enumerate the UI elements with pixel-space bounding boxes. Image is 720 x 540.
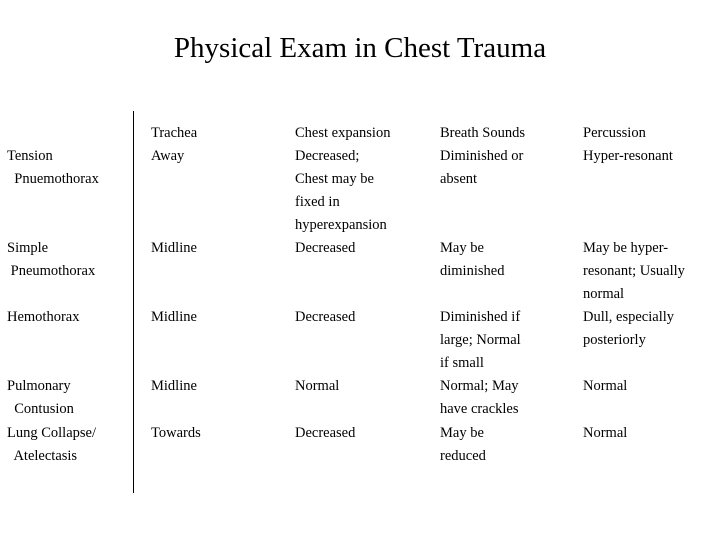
row-percussion: Hyper-resonant — [583, 148, 673, 164]
row-percussion: May be hyper- resonant; Usually normal — [583, 240, 685, 302]
row-trachea: Away — [151, 148, 185, 164]
row-chest-expansion: Decreased — [295, 309, 356, 325]
header-chest-expansion: Chest expansion — [295, 125, 391, 141]
row-condition: Lung Collapse/ Atelectasis — [7, 425, 97, 464]
row-condition: Tension Pnuemothorax — [7, 148, 99, 187]
row-chest-expansion: Normal — [295, 378, 340, 394]
row-percussion: Dull, especially posteriorly — [583, 309, 675, 348]
row-chest-expansion: Decreased — [295, 240, 356, 256]
page-title: Physical Exam in Chest Trauma — [173, 32, 547, 64]
row-trachea: Midline — [151, 309, 197, 325]
header-percussion: Percussion — [583, 125, 646, 141]
row-condition: Pulmonary Contusion — [7, 378, 74, 417]
row-percussion: Normal — [583, 378, 628, 394]
column-divider — [133, 111, 134, 493]
row-chest-expansion: Decreased; Chest may be fixed in hyperexpansion — [295, 148, 387, 233]
row-percussion: Normal — [583, 425, 628, 441]
row-condition: Hemothorax — [7, 309, 80, 325]
row-chest-expansion: Decreased — [295, 425, 356, 441]
row-breath-sounds: Normal; May have crackles — [440, 378, 519, 417]
row-breath-sounds: May be reduced — [440, 425, 486, 464]
header-trachea: Trachea — [151, 125, 198, 141]
row-trachea: Towards — [151, 425, 201, 441]
row-trachea: Midline — [151, 240, 197, 256]
row-breath-sounds: May be diminished — [440, 240, 505, 279]
row-breath-sounds: Diminished if large; Normal if small — [440, 309, 521, 371]
header-breath-sounds: Breath Sounds — [440, 125, 525, 141]
row-trachea: Midline — [151, 378, 197, 394]
row-condition: Simple Pneumothorax — [7, 240, 96, 279]
row-breath-sounds: Diminished or absent — [440, 148, 524, 187]
